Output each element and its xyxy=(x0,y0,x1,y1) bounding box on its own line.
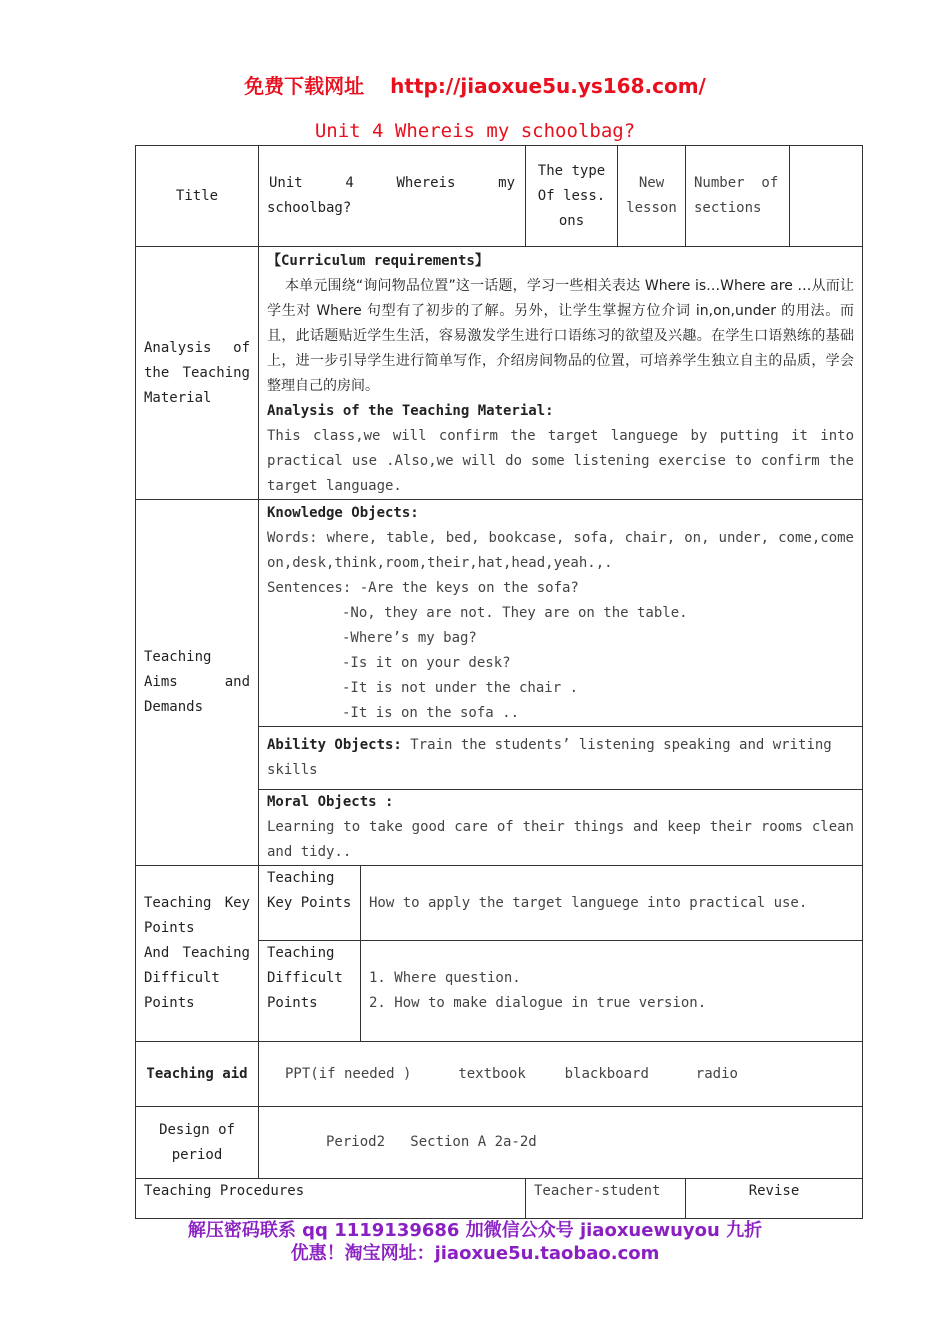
value-line: New xyxy=(638,175,665,191)
ability-heading: Ability Objects: xyxy=(267,737,402,753)
label-line: Aims and xyxy=(144,674,250,690)
aid-item: radio xyxy=(695,1065,738,1082)
title-label: Title xyxy=(136,146,259,247)
difficult-content xyxy=(361,941,863,1042)
keypoints-row xyxy=(136,866,863,941)
header-label: 免费下载网址 xyxy=(244,74,365,98)
procedures-label: Teaching Procedures xyxy=(136,1179,526,1219)
analysis-heading: Analysis of the Teaching Material: xyxy=(267,403,554,419)
sentence-item: -It is not under the chair . xyxy=(342,680,579,696)
knowledge-row xyxy=(136,500,863,727)
label-line: Teaching xyxy=(144,649,212,665)
header-url-link[interactable]: http://jiaoxue5u.ys168.com/ xyxy=(390,74,706,98)
moral-text: Learning to take good care of their things and keep their rooms clean and tidy.. xyxy=(267,819,854,860)
label-line: Points xyxy=(144,920,195,936)
aid-label: Teaching aid xyxy=(136,1042,259,1107)
title-word: 4 xyxy=(345,175,354,191)
label-line: ons xyxy=(558,212,585,229)
label-line: Points xyxy=(144,995,195,1011)
difficult-item: 2. How to make dialogue in true version. xyxy=(369,995,707,1011)
aid-content xyxy=(259,1042,863,1107)
label-line: period xyxy=(171,1146,223,1163)
curriculum-text: 本单元围绕“询问物品位置”这一话题，学习一些相关表达 Where is…Where are …从而让学生对 Where 句型有了初步的了解。另外，让学生掌握方位介词 in,on,under 的用法。而且，此话题贴近学生生活，容易激发学生进行口语练习的欲望及兴趣。在学生口语熟练的基础上，进一步引导学生进行简单写作，介绍房间物品的位置，可培养学生独立自主的品质，学会整理自己的房间。 xyxy=(267,278,854,394)
footer-line-1: 解压密码联系 qq 1119139686 加微信公众号 jiaoxuewuyou 九折 xyxy=(187,1220,763,1241)
label-line: the Teaching xyxy=(144,364,250,381)
sentences-label: Sentences: -Are the keys on the sofa? xyxy=(267,580,579,596)
aid-item: textbook xyxy=(458,1065,526,1082)
aims-label xyxy=(136,500,259,866)
aid-item: blackboard xyxy=(564,1065,649,1082)
sections-value xyxy=(790,146,863,247)
label-line: Material xyxy=(144,389,212,406)
aid-item: PPT(if needed ) xyxy=(285,1065,412,1082)
words-line: Words: where, table, bed, bookcase, sofa, chair, on, under, come,come on,desk,think,room,their,hat,head,yeah.,. xyxy=(267,530,854,571)
header-banner xyxy=(0,70,950,99)
label-line: Teaching xyxy=(267,870,335,886)
key-difficult-label xyxy=(136,866,259,1042)
curriculum-heading: 【Curriculum requirements】 xyxy=(267,253,489,269)
difficult-item: 1. Where question. xyxy=(369,970,521,986)
label-line: Analysis of xyxy=(144,339,250,356)
knowledge-content xyxy=(259,500,863,727)
lesson-type-value xyxy=(618,146,686,247)
label-line: And Teaching xyxy=(144,945,250,961)
ability-text: Train the students’ listening speaking and writing skills xyxy=(267,737,832,778)
analysis-row xyxy=(136,247,863,500)
design-text: Period2 Section A 2a-2d xyxy=(259,1107,863,1179)
analysis-label xyxy=(136,247,259,500)
difficult-label xyxy=(259,941,361,1042)
teacher-student-label: Teacher-student xyxy=(526,1179,686,1219)
document-title: Unit 4 Whereis my schoolbag? xyxy=(314,120,636,142)
label-line: The type xyxy=(537,162,606,179)
sentence-item: -Where’s my bag? xyxy=(342,630,477,646)
moral-heading: Moral Objects : xyxy=(267,794,394,810)
title-word: Unit xyxy=(269,175,303,191)
label-line: Teaching xyxy=(267,945,335,961)
label-line: sections xyxy=(694,200,762,216)
label-line: Difficult xyxy=(267,970,343,986)
ability-content xyxy=(259,727,863,790)
label-line: Key Points xyxy=(267,895,352,911)
label-line: Of less. xyxy=(537,187,606,204)
moral-content xyxy=(259,790,863,866)
label-line: Demands xyxy=(144,699,204,715)
analysis-text: This class,we will confirm the target languege by putting it into practical use .Also,we will do some listening exercise to confirm the target language. xyxy=(267,428,854,494)
title-value xyxy=(259,146,526,247)
title-line2: schoolbag? xyxy=(267,200,352,216)
lesson-plan-table xyxy=(135,145,862,1219)
knowledge-heading: Knowledge Objects: xyxy=(267,505,419,521)
label-line: Teaching Key xyxy=(144,895,250,911)
label-line: Design of xyxy=(159,1121,235,1138)
title-word: my xyxy=(498,175,515,191)
aid-row xyxy=(136,1042,863,1107)
design-row xyxy=(136,1107,863,1179)
value-line: lesson xyxy=(626,200,677,216)
design-label xyxy=(136,1107,259,1179)
sentence-item: -It is on the sofa .. xyxy=(342,705,520,721)
procedures-row xyxy=(136,1179,863,1219)
title-row xyxy=(136,146,863,247)
label-line: Number of xyxy=(694,175,779,191)
footer-line-2: 优惠！淘宝网址：jiaoxue5u.taobao.com xyxy=(290,1243,660,1264)
lesson-type-label xyxy=(526,146,618,247)
keypoints-label xyxy=(259,866,361,941)
keypoints-text: How to apply the target languege into practical use. xyxy=(361,866,863,941)
sentence-item: -No, they are not. They are on the table. xyxy=(342,605,688,621)
sections-label xyxy=(686,146,790,247)
sentence-item: -Is it on your desk? xyxy=(342,655,511,671)
title-word: Whereis xyxy=(396,175,456,191)
analysis-content xyxy=(259,247,863,500)
label-line: Points xyxy=(267,995,318,1011)
label-line: Difficult xyxy=(144,970,220,986)
revise-label: Revise xyxy=(686,1179,863,1219)
